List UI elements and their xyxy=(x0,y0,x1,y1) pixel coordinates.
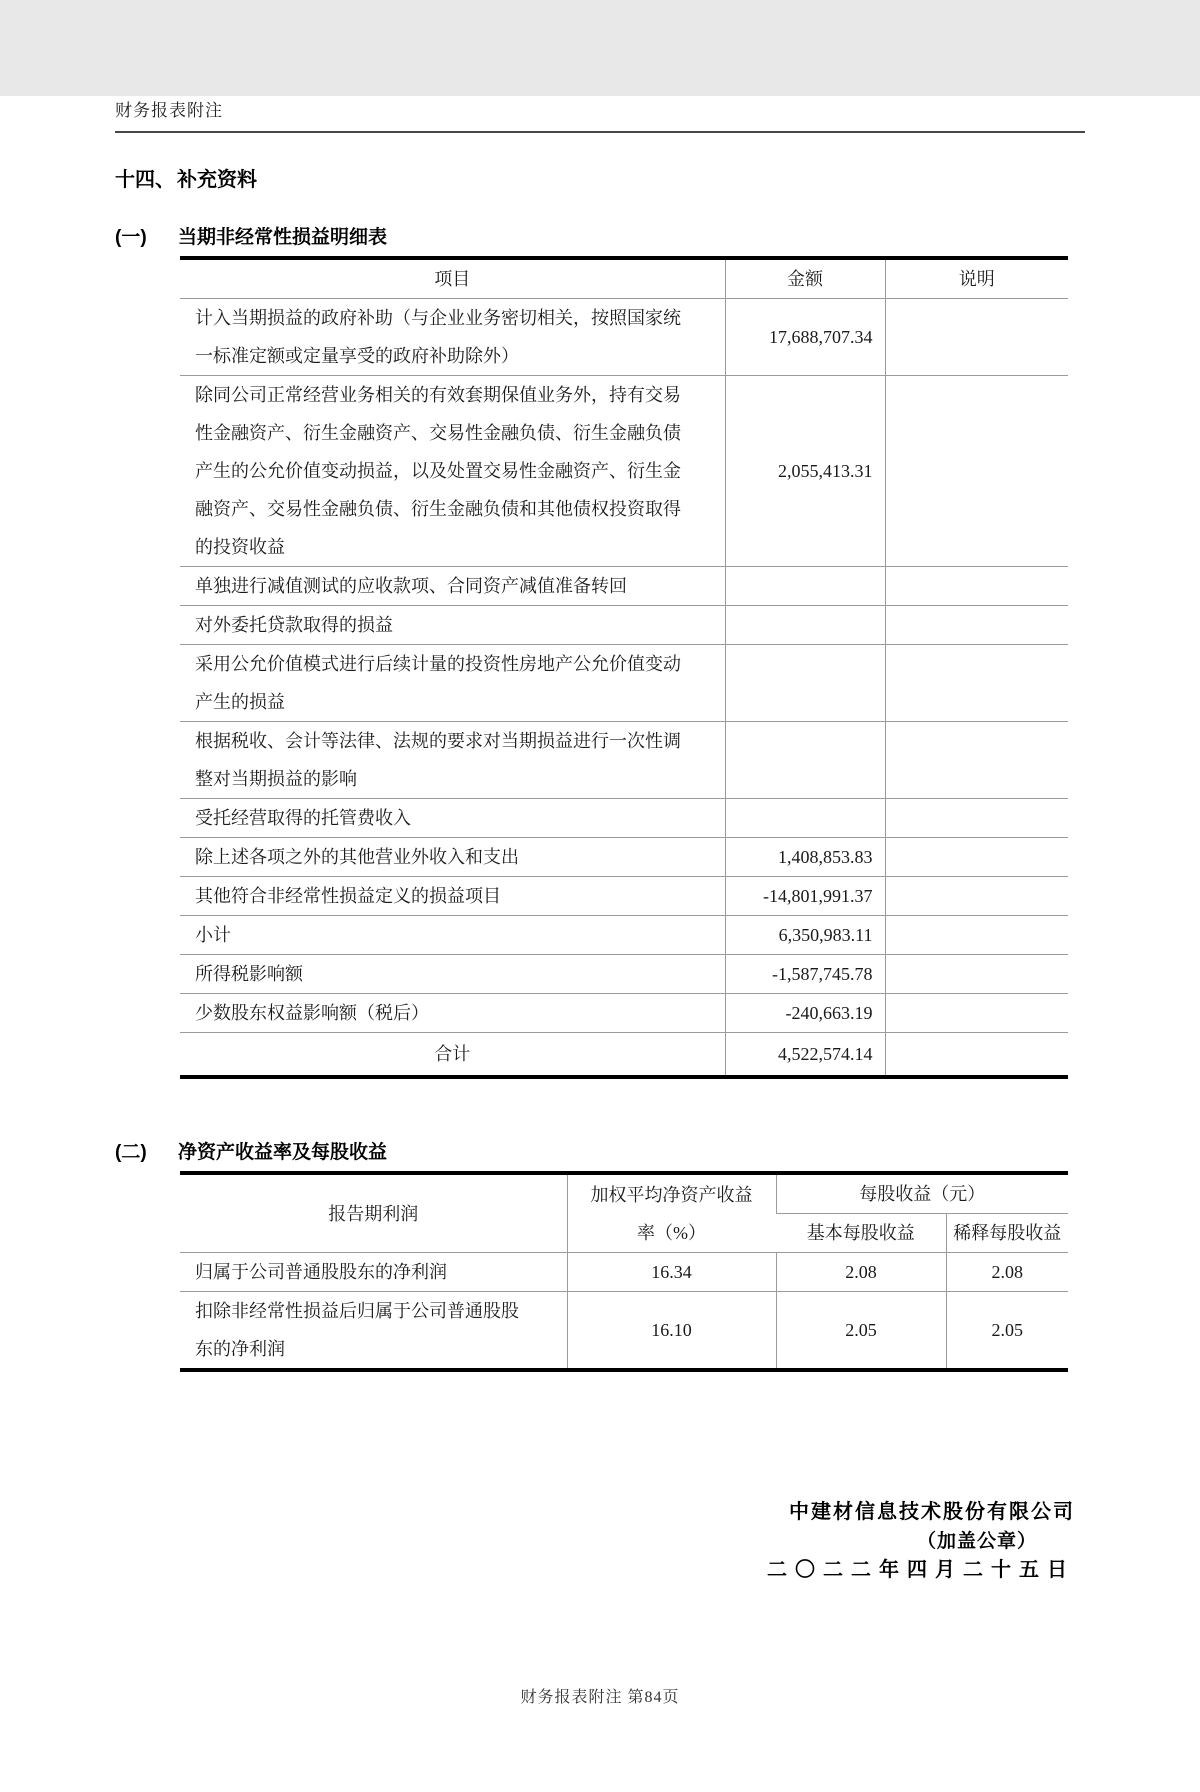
row-item: 受托经营取得的托管费收入 xyxy=(180,799,725,838)
row-note xyxy=(885,645,1068,722)
table-row xyxy=(180,877,1068,916)
table-header-row xyxy=(180,1173,1068,1214)
table-row xyxy=(180,994,1068,1033)
column-header-period-profit: 报告期利润 xyxy=(180,1173,567,1253)
row-item: 少数股东权益影响额（税后） xyxy=(180,994,725,1033)
running-header xyxy=(115,96,1085,133)
row-note xyxy=(885,877,1068,916)
subsection-1-label: 当期非经常性损益明细表 xyxy=(178,227,388,248)
row-note xyxy=(885,916,1068,955)
subsection-2-heading xyxy=(115,1137,1085,1164)
table-row xyxy=(180,606,1068,645)
table-row xyxy=(180,722,1068,799)
section-number: 十四、 xyxy=(115,169,175,191)
row-amount xyxy=(725,567,885,606)
row-diluted-eps: 2.05 xyxy=(946,1292,1068,1371)
column-header-note: 说明 xyxy=(885,258,1068,299)
row-roe: 16.34 xyxy=(567,1253,776,1292)
signature-block xyxy=(0,1497,1075,1585)
row-amount: 2,055,413.31 xyxy=(725,376,885,567)
row-item: 归属于公司普通股股东的净利润 xyxy=(180,1253,567,1292)
row-note xyxy=(885,606,1068,645)
company-name: 中建材信息技术股份有限公司 xyxy=(789,1501,1075,1523)
row-item: 其他符合非经常性损益定义的损益项目 xyxy=(180,877,725,916)
row-note xyxy=(885,299,1068,376)
row-item: 采用公允价值模式进行后续计量的投资性房地产公允价值变动产生的损益 xyxy=(180,645,725,722)
row-note xyxy=(885,838,1068,877)
row-note xyxy=(885,376,1068,567)
table-row xyxy=(180,1292,1068,1371)
roe-eps-table xyxy=(180,1171,1068,1372)
row-item: 计入当期损益的政府补助（与企业业务密切相关，按照国家统一标准定额或定量享受的政府补助除外） xyxy=(180,299,725,376)
row-amount: -240,663.19 xyxy=(725,994,885,1033)
row-amount: 6,350,983.11 xyxy=(725,916,885,955)
row-amount: -14,801,991.37 xyxy=(725,877,885,916)
subsection-2-number: (二) xyxy=(115,1142,147,1163)
table-row-total xyxy=(180,1033,1068,1078)
column-header-amount: 金额 xyxy=(725,258,885,299)
row-note xyxy=(885,567,1068,606)
row-item: 单独进行减值测试的应收款项、合同资产减值准备转回 xyxy=(180,567,725,606)
subsection-1-number: (一) xyxy=(115,227,147,248)
table-row xyxy=(180,299,1068,376)
table-row xyxy=(180,955,1068,994)
column-header-item: 项目 xyxy=(180,258,725,299)
document-page xyxy=(0,96,1200,1792)
row-item: 根据税收、会计等法律、法规的要求对当期损益进行一次性调整对当期损益的影响 xyxy=(180,722,725,799)
row-note xyxy=(885,799,1068,838)
row-diluted-eps: 2.08 xyxy=(946,1253,1068,1292)
row-note xyxy=(885,955,1068,994)
row-amount: 1,408,853.83 xyxy=(725,838,885,877)
signature-date: 二〇二二年四月二十五日 xyxy=(767,1559,1075,1581)
seal-note: （加盖公章） xyxy=(916,1531,1037,1552)
row-basic-eps: 2.05 xyxy=(776,1292,946,1371)
row-item: 对外委托贷款取得的损益 xyxy=(180,606,725,645)
section-title xyxy=(115,163,1085,192)
table-header-row xyxy=(180,258,1068,299)
row-basic-eps: 2.08 xyxy=(776,1253,946,1292)
table-row xyxy=(180,838,1068,877)
column-group-header-eps: 每股收益（元） xyxy=(776,1173,1068,1214)
column-header-diluted-eps: 稀释每股收益 xyxy=(946,1214,1068,1253)
total-label: 合计 xyxy=(434,1044,471,1064)
row-note xyxy=(885,994,1068,1033)
table-row-subtotal xyxy=(180,916,1068,955)
row-amount xyxy=(725,645,885,722)
column-header-basic-eps: 基本每股收益 xyxy=(776,1214,946,1253)
row-amount: 17,688,707.34 xyxy=(725,299,885,376)
column-header-roe: 加权平均净资产收益率（%） xyxy=(567,1173,776,1253)
subsection-2-label: 净资产收益率及每股收益 xyxy=(178,1142,388,1163)
row-amount: -1,587,745.78 xyxy=(725,955,885,994)
table-row xyxy=(180,567,1068,606)
row-roe: 16.10 xyxy=(567,1292,776,1371)
row-item: 所得税影响额 xyxy=(180,955,725,994)
row-item: 扣除非经常性损益后归属于公司普通股股东的净利润 xyxy=(195,1301,519,1359)
row-item: 除同公司正常经营业务相关的有效套期保值业务外，持有交易性金融资产、衍生金融资产、交易性金融负债、衍生金融负债产生的公允价值变动损益，以及处置交易性金融资产、衍生金融资产、交易性金融负债、衍生金融负债和其他债权投资取得的投资收益 xyxy=(180,376,725,567)
page-footer-text: 财务报表附注 第84页 xyxy=(520,1689,680,1706)
running-header-text: 财务报表附注 xyxy=(115,101,223,120)
total-note xyxy=(885,1033,1068,1078)
row-amount xyxy=(725,722,885,799)
non-recurring-items-table xyxy=(180,256,1068,1079)
table-row xyxy=(180,645,1068,722)
row-amount xyxy=(725,606,885,645)
table-row xyxy=(180,799,1068,838)
table-row xyxy=(180,376,1068,567)
total-amount: 4,522,574.14 xyxy=(725,1033,885,1078)
row-item: 除上述各项之外的其他营业外收入和支出 xyxy=(180,838,725,877)
subsection-1-heading xyxy=(115,222,1085,249)
section-label: 补充资料 xyxy=(177,169,257,191)
row-item: 小计 xyxy=(180,916,725,955)
row-note xyxy=(885,722,1068,799)
row-amount xyxy=(725,799,885,838)
table-row xyxy=(180,1253,1068,1292)
